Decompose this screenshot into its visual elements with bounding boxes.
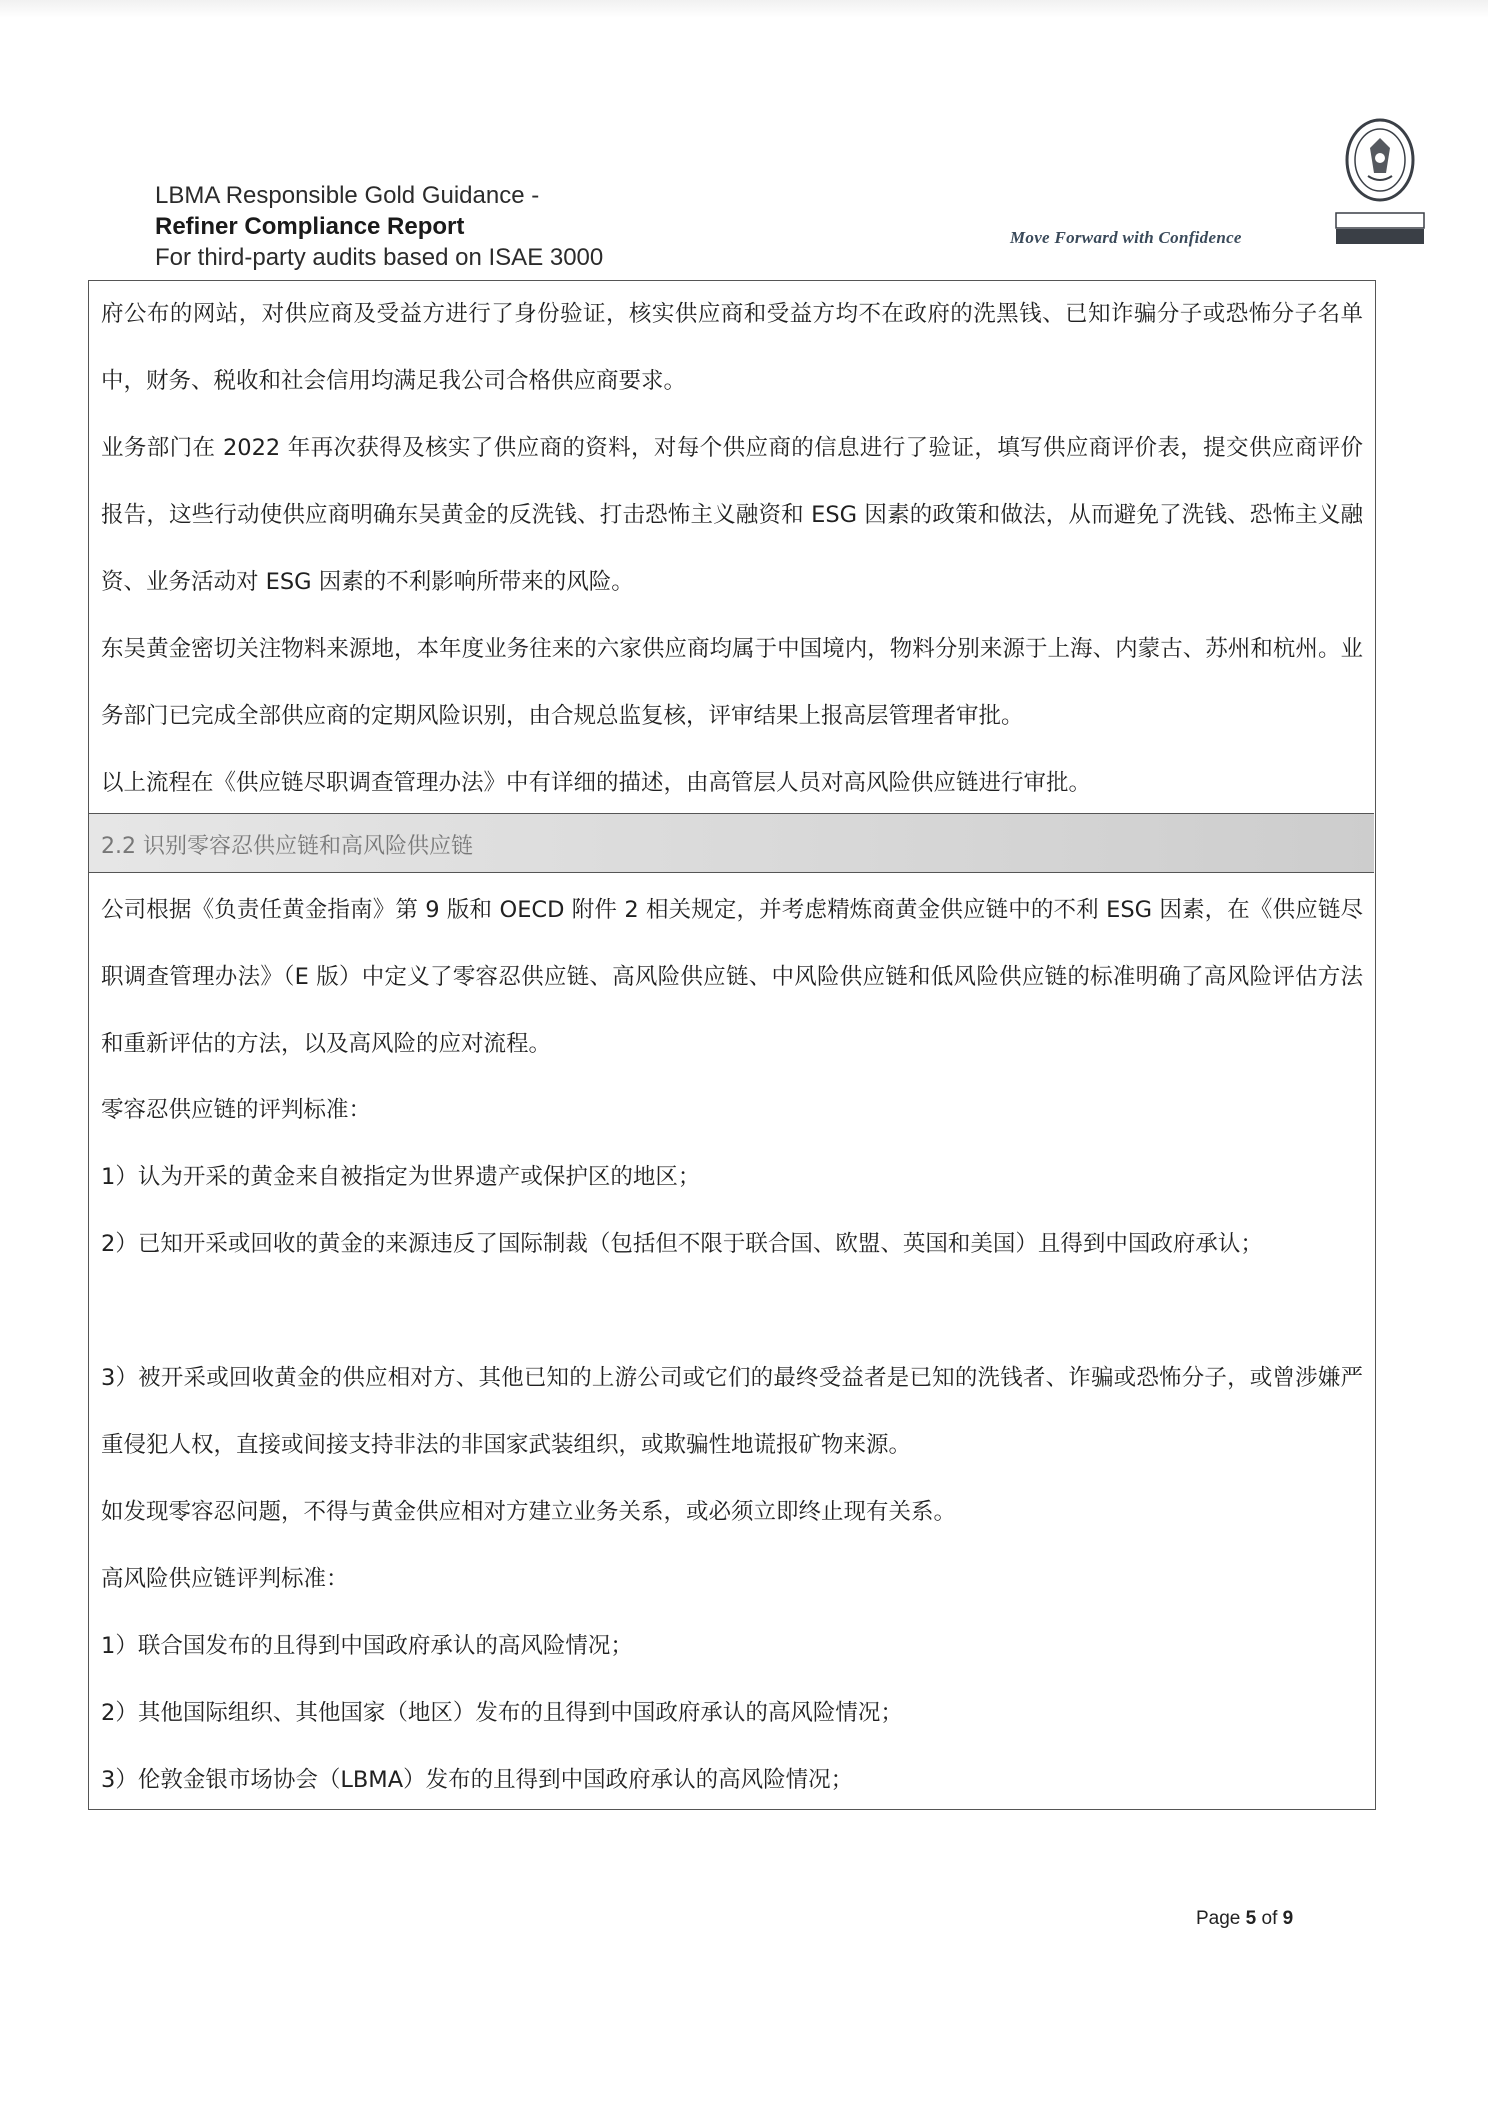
page-total: 9 [1282, 1908, 1294, 1929]
paragraph-high-risk-criteria-heading: 高风险供应链评判标准： [101, 1566, 349, 1592]
report-header [155, 180, 603, 273]
paragraph-process-reference: 以上流程在《供应链尽职调查管理办法》中有详细的描述，由高管层人员对高风险供应链进行审批。 [101, 770, 1092, 796]
list-item: 1）联合国发布的且得到中国政府承认的高风险情况； [101, 1633, 633, 1659]
paragraph-zero-tolerance-action: 如发现零容忍问题，不得与黄金供应相对方建立业务关系，或必须立即终止现有关系。 [101, 1499, 957, 1525]
page-number [1196, 1908, 1293, 1930]
header-audit-basis: For third-party audits based on ISAE 3000 [155, 244, 604, 271]
paragraph-material-origin: 东吴黄金密切关注物料来源地，本年度业务往来的六家供应商均属于中国境内，物料分别来源于上海、内蒙古、苏州和杭州。业务部门已完成全部供应商的定期风险识别，由合规总监复核，评审结果上报高层管理者审批。 [101, 636, 1363, 729]
page-label: Page [1196, 1908, 1241, 1929]
report-content-box [88, 280, 1376, 1810]
paragraph-2022-supplier-review: 业务部门在 2022 年再次获得及核实了供应商的资料，对每个供应商的信息进行了验证，填写供应商评价表，提交供应商评价报告，这些行动使供应商明确东吴黄金的反洗钱、打击恐怖主义融资和 ESG 因素的政策和做法，从而避免了洗钱、恐怖主义融资、业务活动对 ESG 因素的不利影响所带来的风险。 [101, 435, 1363, 595]
list-item: 1）认为开采的黄金来自被指定为世界遗产或保护区的地区； [101, 1164, 701, 1190]
brand-tagline: Move Forward with Confidence [1010, 228, 1242, 247]
header-guidance-title: LBMA Responsible Gold Guidance - [155, 182, 540, 209]
list-item: 3）伦敦金银市场协会（LBMA）发布的且得到中国政府承认的高风险情况； [101, 1767, 854, 1793]
header-report-title: Refiner Compliance Report [155, 213, 465, 240]
paragraph-zero-tolerance-definition: 公司根据《负责任黄金指南》第 9 版和 OECD 附件 2 相关规定，并考虑精炼商黄金供应链中的不利 ESG 因素，在《供应链尽职调查管理办法》（E 版）中定义了零容忍供应链、高风险供应链、中风险供应链和低风险供应链的标准明确了高风险评估方法和重新评估的方法，以及高风险的应对流程。 [101, 897, 1363, 1057]
page-of: of [1261, 1908, 1278, 1929]
paragraph-supplier-verification: 府公布的网站，对供应商及受益方进行了身份验证，核实供应商和受益方均不在政府的洗黑钱、已知诈骗分子或恐怖分子名单中，财务、税收和社会信用均满足我公司合格供应商要求。 [101, 301, 1363, 394]
bureau-veritas-seal-icon [1330, 118, 1430, 248]
page-current: 5 [1245, 1908, 1257, 1929]
section-title: 2.2 识别零容忍供应链和高风险供应链 [101, 834, 473, 859]
section-header-2-2 [89, 813, 1374, 873]
list-item: 3）被开采或回收黄金的供应相对方、其他已知的上游公司或它们的最终受益者是已知的洗钱者、诈骗或恐怖分子，或曾涉嫌严重侵犯人权，直接或间接支持非法的非国家武装组织，或欺骗性地谎报矿物来源。 [101, 1365, 1363, 1458]
list-item: 2）其他国际组织、其他国家（地区）发布的且得到中国政府承认的高风险情况； [101, 1700, 903, 1726]
scan-edge [0, 0, 1488, 18]
list-item: 2）已知开采或回收的黄金的来源违反了国际制裁（包括但不限于联合国、欧盟、英国和美国）且得到中国政府承认； [101, 1231, 1263, 1257]
paragraph-zero-tolerance-criteria-heading: 零容忍供应链的评判标准： [101, 1097, 372, 1123]
bureau-veritas-logo [1330, 118, 1430, 248]
